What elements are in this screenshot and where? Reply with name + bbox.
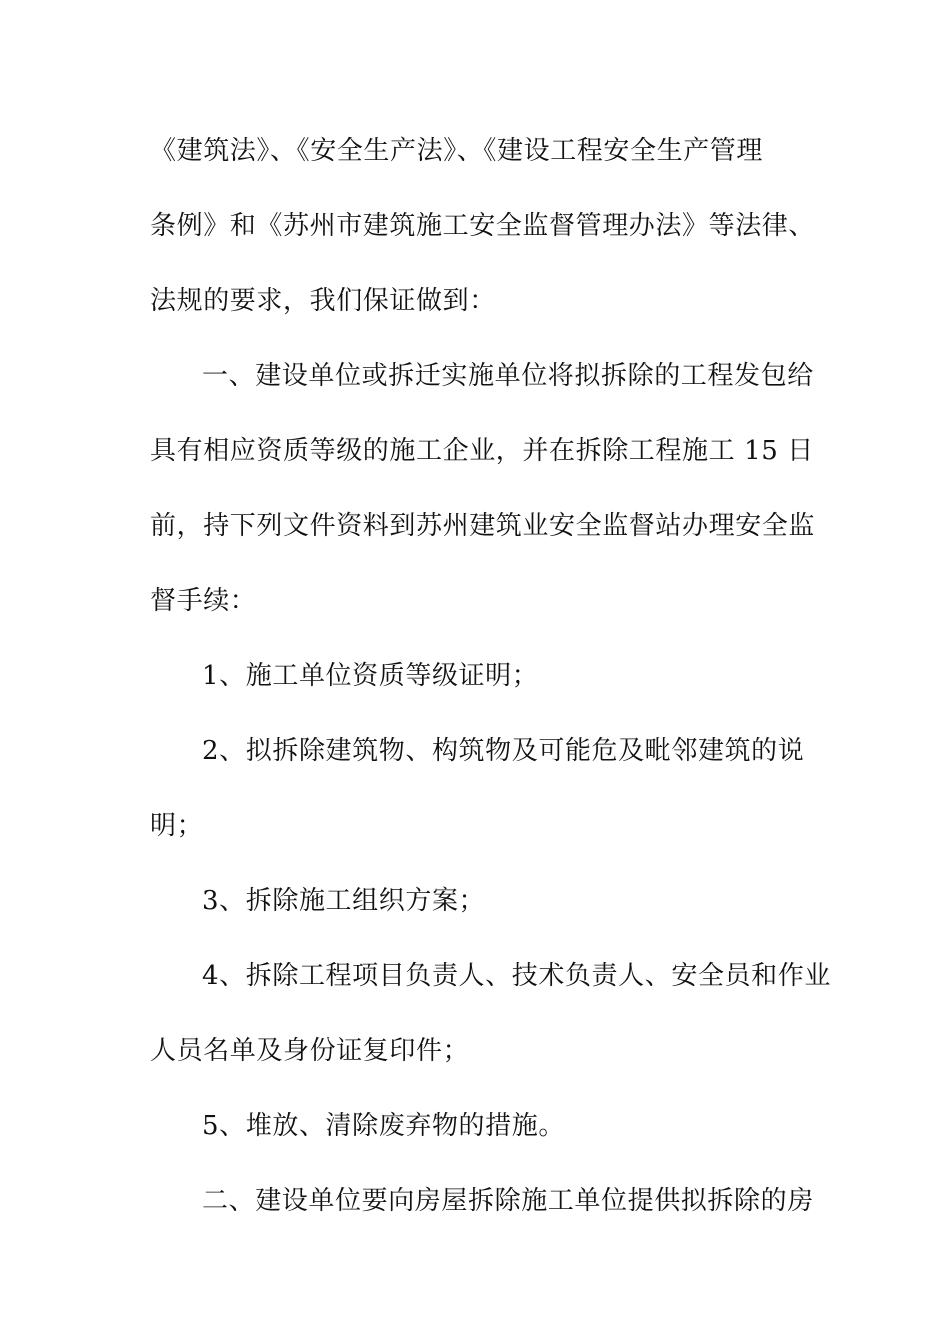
text-line-3: 法规的要求，我们保证做到： bbox=[150, 286, 496, 316]
text-line-13: 人员名单及身份证复印件； bbox=[150, 1036, 470, 1066]
text-line-1: 《建筑法》、《安全生产法》、《建设工程安全生产管理 bbox=[150, 136, 764, 166]
text-line-11: 3、拆除施工组织方案； bbox=[202, 886, 486, 916]
text-line-15: 二、建设单位要向房屋拆除施工单位提供拟拆除的房 bbox=[202, 1186, 814, 1216]
text-line-4: 一、建设单位或拆迁实施单位将拟拆除的工程发包给 bbox=[202, 361, 814, 391]
text-line-5: 具有相应资质等级的施工企业，并在拆除工程施工 15 日 bbox=[150, 436, 814, 466]
text-line-12: 4、拆除工程项目负责人、技术负责人、安全员和作业 bbox=[202, 961, 831, 991]
text-line-7: 督手续： bbox=[150, 586, 257, 616]
text-line-2: 条例》和《苏州市建筑施工安全监督管理办法》等法律、 bbox=[150, 211, 816, 241]
text-line-8: 1、施工单位资质等级证明； bbox=[202, 661, 539, 691]
text-line-9: 2、拟拆除建筑物、构筑物及可能危及毗邻建筑的说 bbox=[202, 736, 805, 766]
text-line-10: 明； bbox=[150, 811, 204, 841]
text-line-6: 前，持下列文件资料到苏州建筑业安全监督站办理安全监 bbox=[150, 511, 816, 541]
text-line-14: 5、堆放、清除废弃物的措施。 bbox=[202, 1111, 565, 1141]
